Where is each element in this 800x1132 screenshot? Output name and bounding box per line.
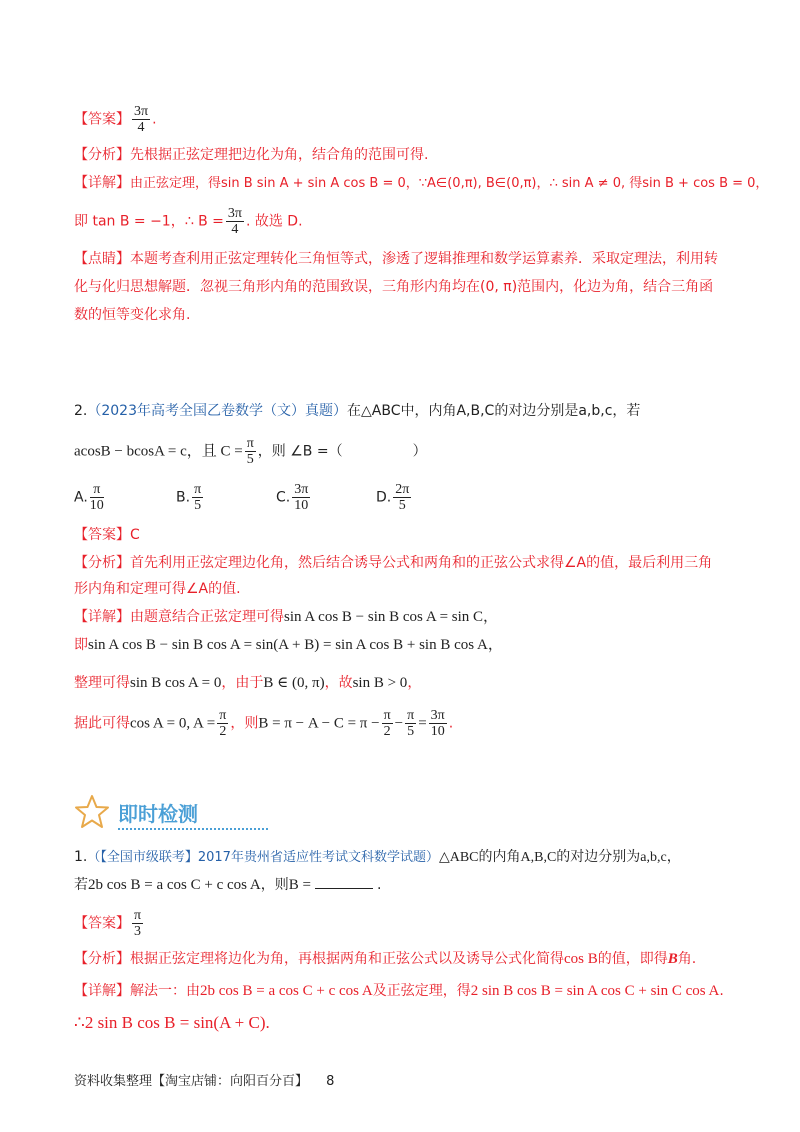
detail-row-q2-1: 【详解】由题意结合正弦定理可得sin A cos B − sin B cos A = sin C， [74,609,499,625]
question-number: 2. [74,403,88,419]
comment-row-3 [74,304,730,326]
answer-value: C [130,527,140,543]
question-stem: 在△ABC中，内角A,B,C的对边分别是a,b,c，若 [347,403,641,419]
detail-label: 【详解】 [74,609,130,625]
option-b[interactable]: B. $\frac{\pi}{5}$ [176,482,202,513]
answer-fraction: $\frac{3\pi}{4}$ [134,104,149,135]
question-stem: △ABC的内角A,B,C的对边分别为a,b,c， [438,850,681,865]
section-title: 即时检测 [118,802,198,826]
answer-row-q1 [74,908,730,939]
comment-row-2 [74,276,730,298]
answer-fraction: $\frac{\pi}{3}$ [134,908,142,939]
detail-label: 【详解】 [74,175,130,191]
answer-label: 【答案】 [74,915,130,932]
question-source: （【全国市级联考】2017年贵州省适应性考试文科数学试题） [87,850,439,865]
answer-blank[interactable] [315,874,373,889]
c-fraction: $\frac{\pi}{5}$ [246,436,254,467]
analysis-label: 【分析】 [74,147,130,163]
analysis-row-prev [74,144,730,166]
question-stem-math: acosB − bcosA = c，且 C = [74,443,243,460]
question-stem-end: ，则 ∠B =（ ） [257,443,427,460]
analysis-label: 【分析】 [74,951,130,967]
section-underline [118,828,268,830]
option-c[interactable]: C. $\frac{3\pi}{10}$ [276,482,309,513]
answer-row-prev: 【答案】 $\frac{3\pi}{4}$ . [74,104,157,135]
comment-line: 本题考查利用正弦定理转化三角恒等式，渗透了逻辑推理和数学运算素养．采取定理法，利用转 [130,251,718,267]
analysis-line: 首先利用正弦定理边化角，然后结合诱导公式和两角和的正弦公式求得∠A的值，最后利用三角 [130,555,713,571]
question-source: （2023年高考全国乙卷数学（文）真题） [87,403,347,419]
detail-row-q1-2: ∴2 sin B cos B = sin(A + C). [74,1013,270,1032]
page-number: 8 [326,1074,335,1089]
question-1-stem-1 [74,846,730,869]
question-2-stem-2 [74,436,730,467]
detail-line: 由正弦定理，得sin B sin A + sin A cos B = 0，∵A∈(0,π), B∈(0,π)，∴ sin A ≠ 0, 得sin B + cos B = 0， [130,176,769,191]
analysis-row-q2-2 [74,578,730,600]
analysis-line: 形内角和定理可得∠A的值. [74,581,241,597]
page-footer [74,1070,334,1089]
star-icon [74,794,110,830]
detail-row-q2-4: 据此可得cos A = 0, A = $\frac{\pi}{2}$ ，则B = π − A − C = π − $\frac{\pi}{2}$ − $\frac{\pi}{5}$ = $\frac{3\pi}{10}$ . [74,708,454,739]
detail-row-prev-1 [74,172,769,195]
analysis-text: 先根据正弦定理把边化为角，结合角的范围可得. [130,147,429,163]
question-2-stem-1 [74,400,730,422]
detail-label: 【详解】 [74,983,130,999]
answer-row-q2 [74,524,730,546]
comment-label: 【点睛】 [74,251,130,267]
question-number: 1. [74,849,88,865]
answer-label: 【答案】 [74,527,130,543]
detail-row-q2-2: 即sin A cos B − sin B cos A = sin(A + B) = sin A cos B + sin B cos A， [74,637,503,653]
analysis-row-q2-1 [74,552,730,574]
analysis-row-q1: 【分析】根据正弦定理将边化为角，再根据两角和正弦公式以及诱导公式化简得cos B的值，即得B角. [74,951,697,967]
question-1-stem-2: 若2b cos B = a cos C + c cos A，则B = . [74,874,730,896]
footer-text: 资料收集整理【淘宝店铺：向阳百分百】 [74,1074,309,1089]
comment-line: 化与化归思想解题．忽视三角形内角的范围致误，三角形内角均在(0, π)范围内，化边为角，结合三角函 [74,279,714,295]
comment-line: 数的恒等变化求角. [74,307,191,323]
detail-row-q2-3: 整理可得sin B cos A = 0，由于B ∈ (0, π)，故sin B > 0， [74,675,422,691]
b-fraction: $\frac{3\pi}{4}$ [227,206,242,237]
detail-line2-suffix: . 故选 D. [245,213,303,230]
detail-line2-prefix: 即 tan B = −1，∴ B = [74,213,224,230]
answer-label: 【答案】 [74,111,130,128]
option-d[interactable]: D. $\frac{2\pi}{5}$ [376,482,410,513]
comment-row-1 [74,248,730,270]
question-2-options [74,482,730,518]
detail-row-q1-1: 【详解】解法一：由2b cos B = a cos C + c cos A及正弦定理，得2 sin B cos B = sin A cos C + sin C cos A. [74,983,724,999]
option-a[interactable]: A. $\frac{\pi}{10}$ [74,482,104,513]
detail-row-prev-2 [74,206,730,237]
analysis-label: 【分析】 [74,555,130,571]
